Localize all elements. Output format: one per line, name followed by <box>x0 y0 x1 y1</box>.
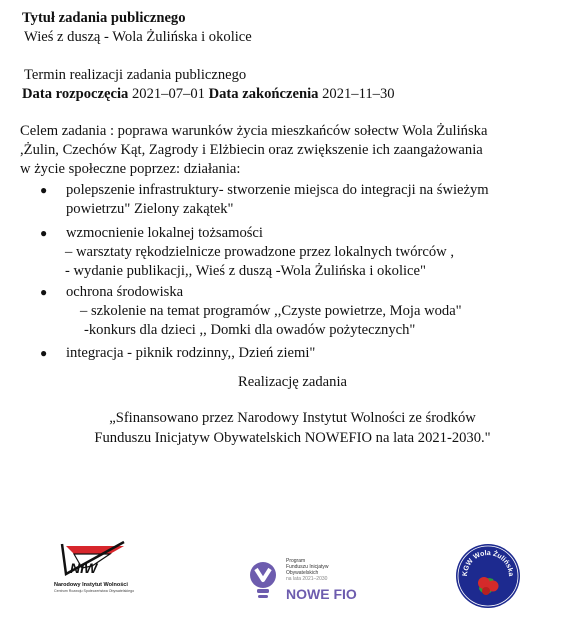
end-date-value: 2021–11–30 <box>322 86 395 102</box>
niw-sub: Centrum Rozwoju Społeczeństwa Obywatelskiego <box>54 589 135 593</box>
schedule-label: Termin realizacji zadania publicznego <box>24 67 247 83</box>
start-date-value: 2021–07–01 <box>131 86 205 102</box>
end-date-label: Data zakończenia <box>208 86 319 102</box>
funding-line-2: Funduszu Inicjatyw Obywatelskich NOWEFIO na lata 2021-2030." <box>94 430 491 446</box>
fio-program: Program <box>286 558 306 564</box>
task-name: Wieś z duszą - Wola Żulińska i okolice <box>24 29 252 45</box>
start-date-label: Data rozpoczęcia <box>22 86 129 102</box>
bullet-icon: ● <box>40 183 48 197</box>
niw-name: Narodowy Instytut Wolności <box>54 582 128 588</box>
bullet-1-line-2: powietrzu" Zielony zakątek" <box>66 201 234 217</box>
bullet-1-line-1: polepszenie infrastruktury- stworzenie miejsca do integracji na świeżym <box>66 182 489 198</box>
bullet-2-sub-1: – warsztaty rękodzielnicze prowadzone przez lokalnych twórców , <box>65 244 454 260</box>
fio-line-4: na lata 2021–2030 <box>286 576 328 582</box>
fio-line-3: Obywatelskich <box>286 570 319 576</box>
niw-mark: NIW <box>70 560 98 576</box>
bullet-3: ochrona środowiska <box>66 284 184 300</box>
fio-name: NOWE FIO <box>286 586 357 602</box>
bullet-icon: ● <box>40 346 48 360</box>
bullet-icon: ● <box>40 226 48 240</box>
bullet-2-sub-2: - wydanie publikacji,, Wieś z duszą -Wola Żulińska i okolice" <box>65 263 426 279</box>
goal-line-3: w życie społeczne poprzez: działania: <box>20 161 241 177</box>
goal-line-1: Celem zadania : poprawa warunków życia mieszkańców sołectw Wola Żulińska <box>20 123 488 139</box>
fio-program-text <box>286 558 329 582</box>
funding-line-1: „Sfinansowano przez Narodowy Instytut Wolności ze środków <box>109 410 476 426</box>
nowefio-logo <box>246 558 376 608</box>
lightbulb-icon <box>246 560 280 604</box>
bullet-2: wzmocnienie lokalnej tożsamości <box>66 225 263 241</box>
fio-line-2: Funduszu Inicjatyw <box>286 564 329 570</box>
kgw-text: KGW Wola Żulińska <box>461 549 515 577</box>
realization-heading: Realizację zadania <box>238 374 347 390</box>
kgw-badge-icon <box>455 543 521 609</box>
title-heading: Tytuł zadania publicznego <box>22 10 186 26</box>
niw-logo <box>52 538 142 596</box>
kgw-logo <box>455 543 521 609</box>
bullet-3-sub-2: -konkurs dla dzieci ,, Domki dla owadów pożytecznych" <box>84 322 416 338</box>
bullet-4: integracja - piknik rodzinny,, Dzień ziemi" <box>66 345 316 361</box>
schedule-dates <box>22 85 395 104</box>
bullet-icon: ● <box>40 285 48 299</box>
goal-line-2: ,Żulin, Czechów Kąt, Zagrody i Elżbiecin oraz zwiększenie ich zaangażowania <box>20 142 483 158</box>
bullet-3-sub-1: – szkolenie na temat programów ,,Czyste powietrze, Moja woda" <box>80 303 462 319</box>
